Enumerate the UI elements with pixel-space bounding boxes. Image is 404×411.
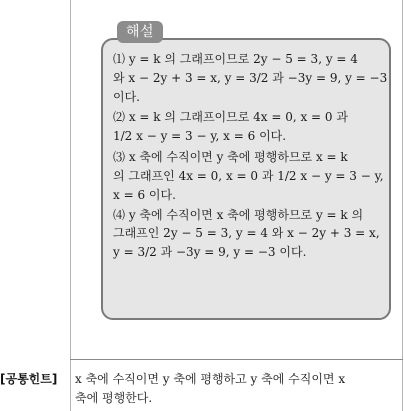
explanation-item-4 xyxy=(113,206,385,262)
common-hint-label: [공통힌트] xyxy=(0,372,58,386)
explanation-item-1 xyxy=(113,50,388,106)
text-line: x 축에 수직이면 y 축에 평행하고 y 축에 수직이면 x xyxy=(75,372,346,386)
section-divider xyxy=(70,359,403,360)
text-line: ⑶ x 축에 수직이면 y 축에 평행하므로 x = k xyxy=(113,150,348,164)
right-margin-line xyxy=(402,0,403,411)
text-line: ⑷ y 축에 수직이면 x 축에 평행하므로 y = k 의 xyxy=(113,208,364,222)
text-line: ⑵ x = k 의 그래프이므로 4x = 0, x = 0 과 xyxy=(113,110,348,124)
text-line: 이다. xyxy=(113,90,140,104)
text-line: 축에 평행한다. xyxy=(75,391,153,405)
left-margin-line xyxy=(70,0,71,411)
text-line: ⑴ y = k 의 그래프이므로 2y − 5 = 3, y = 4 xyxy=(113,52,358,66)
explanation-tab-label: 해설 xyxy=(117,21,163,43)
text-line: 와 x − 2y + 3 = x, y = 3/2 과 −3y = 9, y = −3 xyxy=(113,71,388,85)
text-line: y = 3/2 과 −3y = 9, y = −3 이다. xyxy=(113,245,307,259)
text-line: 1/2 x − y = 3 − y, x = 6 이다. xyxy=(113,129,287,143)
common-hint-text xyxy=(75,370,397,408)
explanation-item-3 xyxy=(113,148,385,204)
text-line: x = 6 이다. xyxy=(113,188,176,202)
text-line: 그래프인 2y − 5 = 3, y = 4 와 x − 2y + 3 = x, xyxy=(113,226,380,240)
explanation-body xyxy=(113,50,388,264)
text-line: 의 그래프인 4x = 0, x = 0 과 1/2 x − y = 3 − y, xyxy=(113,169,384,183)
explanation-item-2 xyxy=(113,108,385,146)
